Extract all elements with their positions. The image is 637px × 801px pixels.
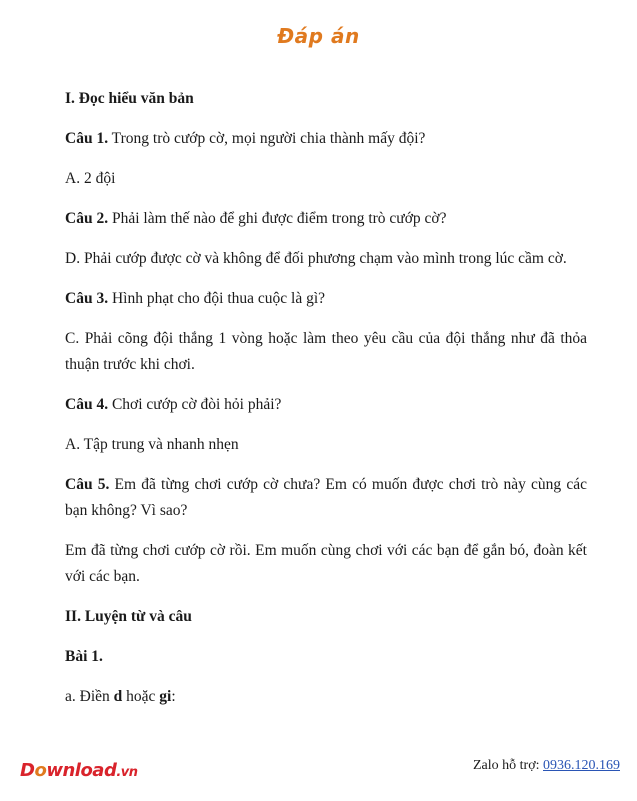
- question-4: Câu 4. Chơi cướp cờ đòi hỏi phải?: [65, 396, 282, 413]
- answer-3: C. Phải cõng đội thắng 1 vòng hoặc làm theo yêu cầu của đội thắng như đã thỏa thuận trước khi chơi.: [65, 330, 587, 373]
- question-3: Câu 3. Hình phạt cho đội thua cuộc là gì?: [65, 290, 326, 307]
- question-label: Câu 1.: [65, 130, 109, 147]
- section-heading-2: II. Luyện từ và câu: [65, 608, 192, 625]
- question-label: Câu 3.: [65, 290, 109, 307]
- document-body: [65, 86, 587, 724]
- answer-2: D. Phải cướp được cờ và không để đối phương chạm vào mình trong lúc cầm cờ.: [65, 250, 567, 267]
- question-1: Câu 1. Trong trò cướp cờ, mọi người chia thành mấy đội?: [65, 130, 426, 147]
- zalo-support: Zalo hỗ trợ: 0936.120.169: [473, 758, 620, 773]
- page-title: Đáp án: [277, 24, 360, 48]
- question-label: Câu 2.: [65, 210, 109, 227]
- support-phone-link[interactable]: 0936.120.169: [543, 758, 620, 773]
- question-5: Câu 5. Em đã từng chơi cướp cờ chưa? Em có muốn được chơi trò này cùng các bạn không? Vì sao?: [65, 476, 587, 519]
- question-2: Câu 2. Phải làm thế nào để ghi được điểm trong trò cướp cờ?: [65, 210, 447, 227]
- section-heading-1: I. Đọc hiểu văn bản: [65, 90, 194, 107]
- answer-5: Em đã từng chơi cướp cờ rồi. Em muốn cùng chơi với các bạn để gắn bó, đoàn kết với các bạn.: [65, 542, 587, 585]
- question-label: Câu 5.: [65, 476, 110, 493]
- exercise-item-a: a. Điền d hoặc gi:: [65, 688, 176, 705]
- answer-1: A. 2 đội: [65, 170, 116, 187]
- question-label: Câu 4.: [65, 396, 109, 413]
- exercise-heading: Bài 1.: [65, 648, 103, 665]
- download-logo[interactable]: Download.vn: [20, 760, 138, 781]
- answer-4: A. Tập trung và nhanh nhẹn: [65, 436, 239, 453]
